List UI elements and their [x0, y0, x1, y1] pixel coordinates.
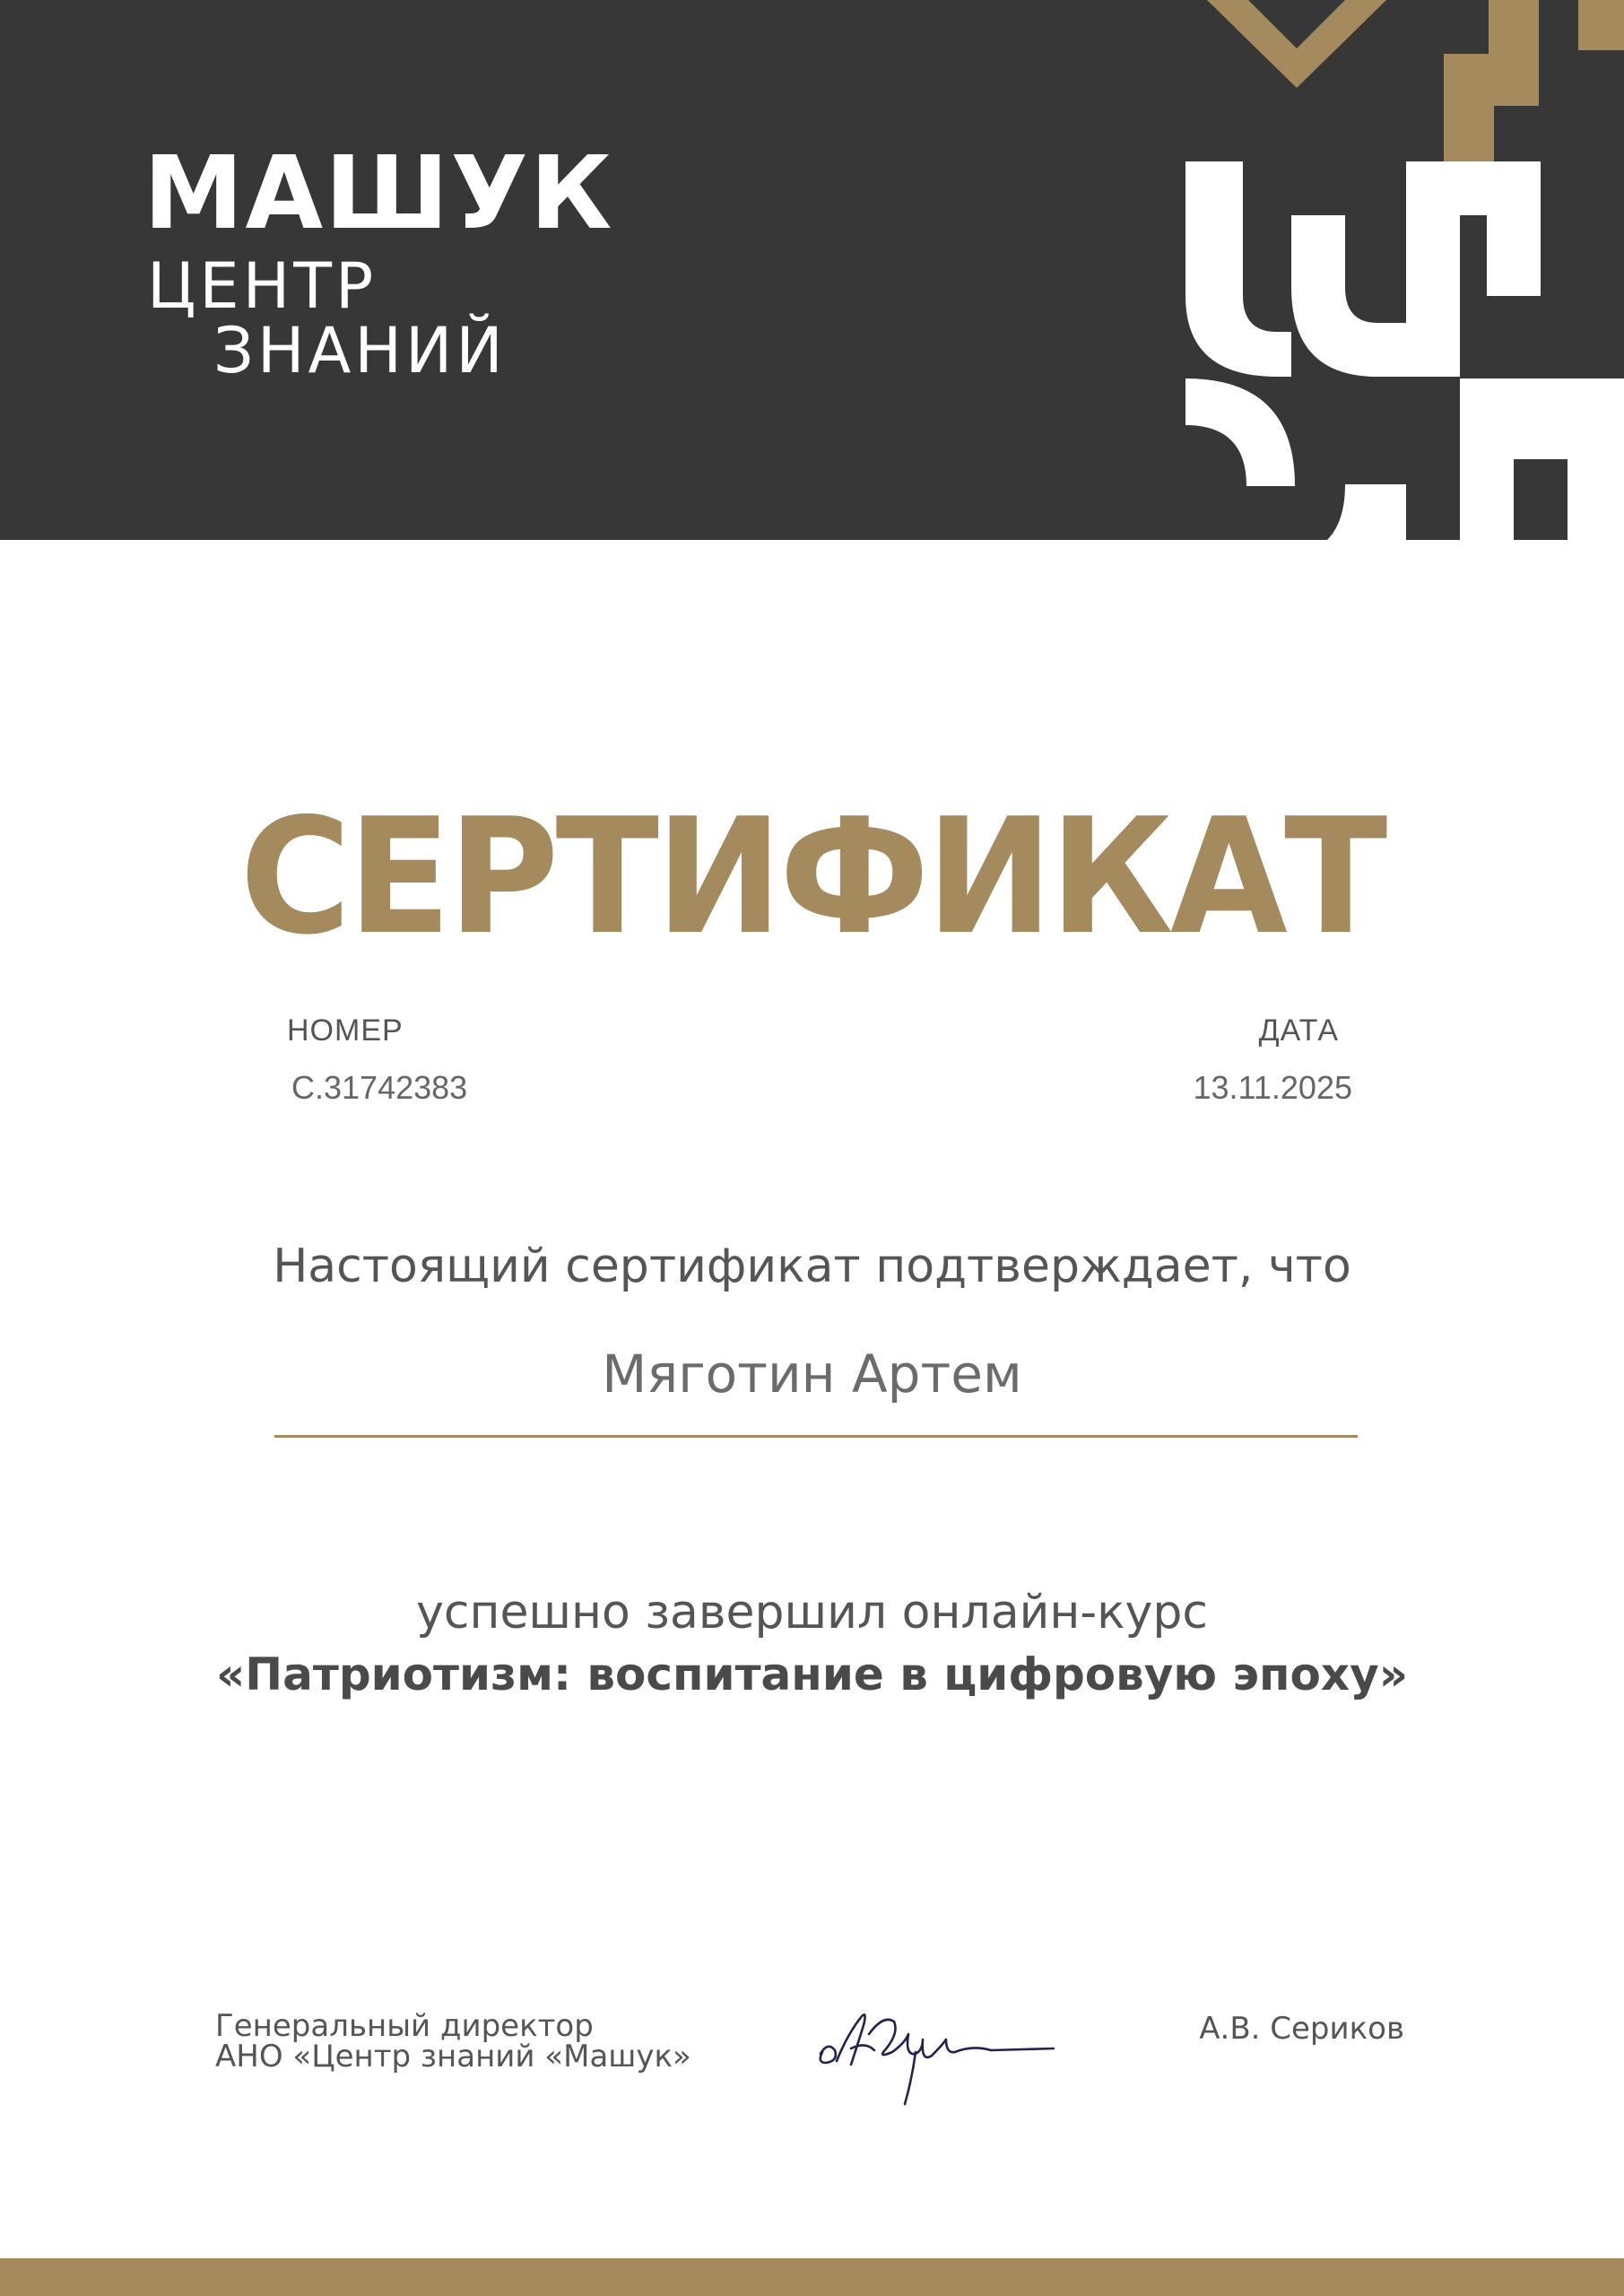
signatory-position-line1: Генеральный директор	[215, 2008, 594, 2044]
recipient-name: Мяготин Артем	[602, 1344, 1022, 1405]
completion-text: успешно завершил онлайн-курс	[416, 1586, 1208, 1639]
mashuk-logo	[143, 135, 614, 387]
date-label: ДАТА	[1258, 1013, 1339, 1048]
logo-line-centr: ЦЕНТР	[147, 249, 378, 323]
handwritten-signature	[812, 1998, 1072, 2115]
logo-line-mashuk: МАШУК	[143, 135, 614, 252]
name-underline	[274, 1435, 1358, 1438]
footer-accent-bar	[0, 2258, 1624, 2296]
number-label: НОМЕР	[287, 1013, 404, 1048]
certificate-title: СЕРТИФИКАТ	[239, 784, 1385, 970]
geometric-monogram-graphic	[1166, 0, 1624, 540]
certificate-number: С.31742383	[291, 1069, 468, 1106]
certificate-date: 13.11.2025	[1193, 1069, 1352, 1106]
signatory-position	[215, 2008, 691, 2074]
confirmation-text: Настоящий сертификат подтверждает, что	[273, 1239, 1351, 1293]
signatory-name: А.В. Сериков	[1199, 2011, 1404, 2047]
logo-line-znaniy: ЗНАНИЙ	[213, 314, 507, 387]
certificate-header	[0, 0, 1624, 540]
course-title: «Патриотизм: воспитание в цифровую эпоху»	[215, 1648, 1409, 1700]
signatory-position-line2: АНО «Центр знаний «Машук»	[215, 2039, 691, 2074]
